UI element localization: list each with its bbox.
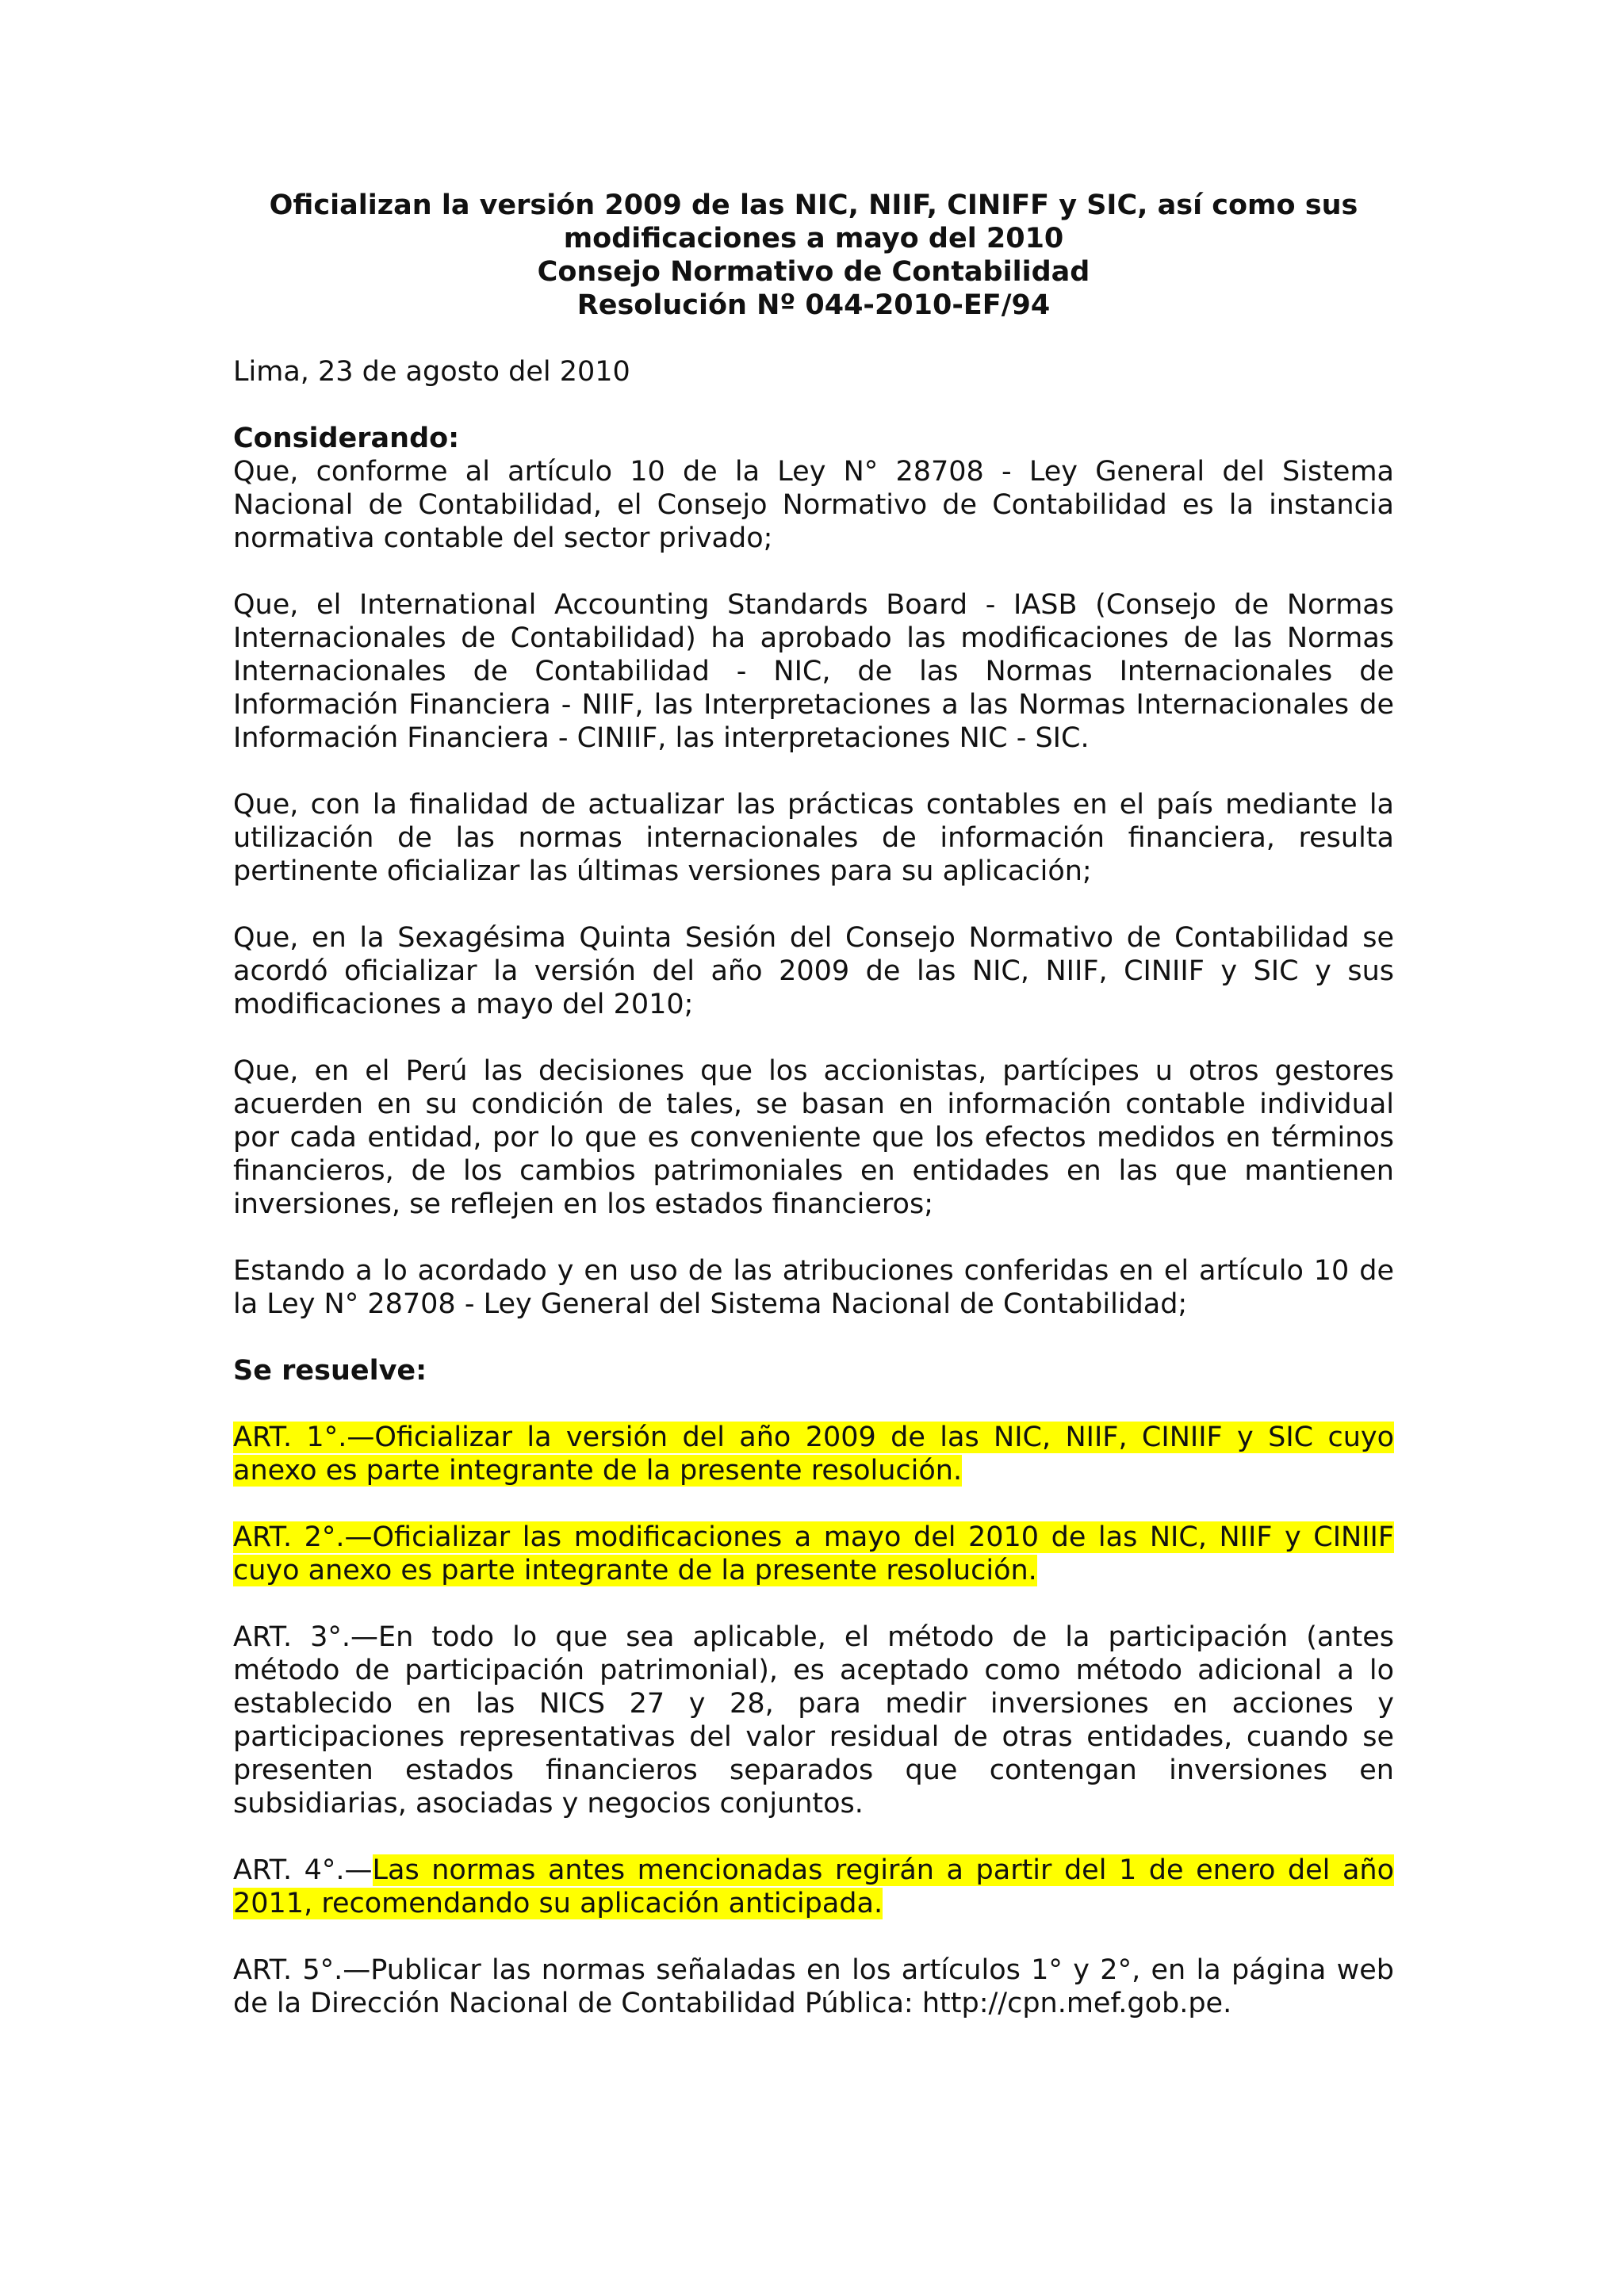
article-1-highlight: ART. 1°.—Oficializar la versión del año 2009 de las NIC, NIIF, CINIIF y SIC cuyo anexo es parte integrante de la presente resolución.: [233, 1422, 1394, 1487]
article-2: [233, 1521, 1394, 1587]
paragraph-5: Que, en el Perú las decisiones que los accionistas, partícipes u otros gestores acuerden en su condición de tales, se basan en información contable individual por cada entidad, por lo que es conveniente que los efectos medidos en términos financieros, de los cambios patrimoniales en entidades en las que mantienen inversiones, se reflejen en los estados financieros;: [233, 1055, 1394, 1220]
document-page: [233, 189, 1394, 2053]
paragraph-1: Que, conforme al artículo 10 de la Ley N° 28708 - Ley General del Sistema Nacional de Contabilidad, el Consejo Normativo de Contabilidad es la instancia normativa contable del sector privado;: [233, 456, 1394, 554]
title-line-1: Oficializan la versión 2009 de las NIC, NIIF, CINIFF y SIC, así como sus: [269, 189, 1358, 221]
issuer-name: Consejo Normativo de Contabilidad: [537, 256, 1090, 288]
resolution-number: Resolución Nº 044-2010-EF/94: [576, 289, 1051, 321]
article-4-prefix: ART. 4°.—: [233, 1854, 373, 1886]
article-5: ART. 5°.—Publicar las normas señaladas en los artículos 1° y 2°, en la página web de la Dirección Nacional de Contabilidad Pública: http://cpn.mef.gob.pe.: [233, 1954, 1394, 2019]
article-4: [233, 1854, 1394, 1920]
article-4-highlight: Las normas antes mencionadas regirán a partir del 1 de enero del año 2011, recomendando su aplicación anticipada.: [233, 1854, 1394, 1919]
article-2-highlight: ART. 2°.—Oficializar las modificaciones a mayo del 2010 de las NIC, NIIF y CINIIF cuyo anexo es parte integrante de la presente resolución.: [233, 1521, 1394, 1586]
resuelve-heading: Se resuelve:: [233, 1355, 427, 1387]
paragraph-6: Estando a lo acordado y en uso de las atribuciones conferidas en el artículo 10 de la Ley N° 28708 - Ley General del Sistema Nacional de Contabilidad;: [233, 1255, 1394, 1320]
title-line-2: modificaciones a mayo del 2010: [563, 223, 1064, 254]
article-3: ART. 3°.—En todo lo que sea aplicable, el método de la participación (antes método de participación patrimonial), es aceptado como método adicional a lo establecido en las NICS 27 y 28, para medir inversiones en acciones y participaciones representativas del valor residual de otras entidades, cuando se presenten estados financieros separados que contengan inversiones en subsidiarias, asociadas y negocios conjuntos.: [233, 1621, 1394, 1820]
document-date: Lima, 23 de agosto del 2010: [233, 356, 630, 388]
considerando-heading: Considerando:: [233, 423, 460, 454]
paragraph-4: Que, en la Sexagésima Quinta Sesión del Consejo Normativo de Contabilidad se acordó oficializar la versión del año 2009 de las NIC, NIIF, CINIIF y SIC y sus modificaciones a mayo del 2010;: [233, 922, 1394, 1020]
document-header: [233, 189, 1394, 322]
paragraph-3: Que, con la finalidad de actualizar las prácticas contables en el país mediante la utilización de las normas internacionales de información financiera, resulta pertinente oficializar las últimas versiones para su aplicación;: [233, 789, 1394, 887]
paragraph-2: Que, el International Accounting Standards Board - IASB (Consejo de Normas Internacionales de Contabilidad) ha aprobado las modificaciones de las Normas Internacionales de Contabilidad - NIC, de las Normas Internacionales de Información Financiera - NIIF, las Interpretaciones a las Normas Internacionales de Información Financiera - CINIIF, las interpretaciones NIC - SIC.: [233, 589, 1394, 754]
article-1: [233, 1421, 1394, 1487]
